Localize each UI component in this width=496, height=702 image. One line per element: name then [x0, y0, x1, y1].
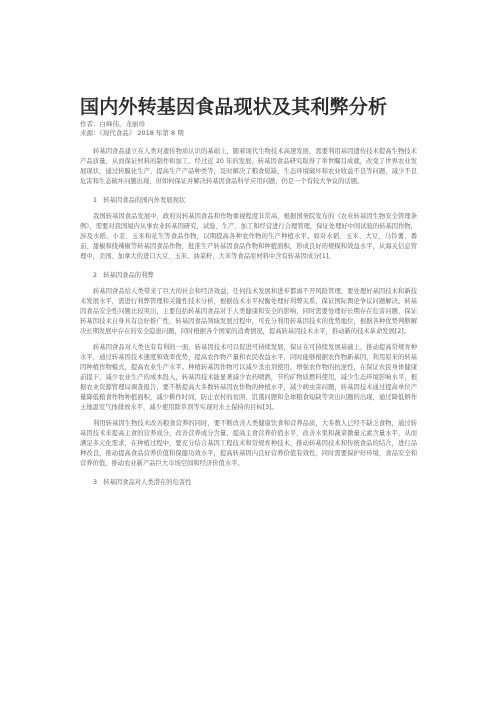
section-1-paragraph-1: 我国转基因食品发展中，政府对转基因食品和作物重视程度非常高，根据国务院发布的《农业转基因生物安全管理条例》，需要对我国境内从事农业转基因研究、试验、生产、加工和经营进行合理管理，保证处理好中间试验的转基因作物，涉及水稻、小麦、玉米和花生等食品作物，以期提高各种农作物的生产种植水平。如对水稻、玉米、大豆、马铃薯、番茄、甜椒和线辣椒等转基因食品作物，批准生产转基因食品作物和种植面积，形成良好的规模和效益水平，从海关信息管理中，美国、加拿大的进口大豆、玉米、油菜籽、大米等食品原材料中含有转基因成分[1]。 [80, 213, 417, 260]
section-heading-2: 2 转基因食品的利弊 [93, 272, 154, 279]
section-heading-3: 3 转基因食品对人类潜在的危害性 [93, 479, 192, 486]
section-2-paragraph-3: 利用转基因生物技术改善粮食营养的同时，要不断改善人类健康饮食和营养品质，大多数人已经不缺乏食物，通过转基因技术来提高主食的营养成分，改善营养成分含量，提高主食营养价值水平，改善水果和蔬菜微量元素含量水平，从而满足多元化需求，在种植过程中，要充分结合基因工程技术和常规育种技术，推动转基因技术和传统食品的结合，进行品种改良，推动提高食品营养价值和保健功效水平，提高转基因内良好营养价值有效性，同时需要保护好环境，食品安全和营养价值，推动农业新产品巨大市场空间和经济价值水平。 [80, 420, 417, 467]
section-heading-1: 1 转基因食品的国内外发展现状 [93, 197, 186, 204]
article-authors: 作者：白峰伟，龙丽珍 [80, 120, 145, 128]
section-2-paragraph-1: 转基因食品给人类带来了巨大的社会和经济效益，任何技术发展和进步都离不开风险管理，要处理好基因技术和新技术发展水平，需进行利弊管理和关键性技术分析，根据技术水平权衡处理好利弊关系，保证国际舆论争议问题解决。转基因食品安全性问题比较突出，主要包括转基因食品对于人类健康和安全的影响，同时需要处理好长期存在危害问题，保证转基因技术自身具有良好推广性，转基因食品领域发展过程中，可充分利用转基因技术的优势地位，根据各种优势判断解决长期发展中存在的安全隐患问题，同时根据各个国家的消费情况，提高转基因技术水平，推动新的技术革命发展[2]。 [80, 288, 417, 335]
article-source: 来源：《现代食品》 2018 年第 8 期 [80, 129, 184, 137]
intro-paragraph: 转基因食品建立在人类对遗传物质认识的基础上，随着现代生物技术高速发展，需要利用基因遗传技术提高生物技术产品质量，从而保证材料的制作和加工。经过近 20 年的发展，转基因食品研究取得了举世瞩目成就，改变了世界农业发展现状，通过转膜化生产，提高生产产品种类等，及时解决了粮食短缺、生态环境破坏和农业收益不良等问题，减少不良危害和生态破坏问题出现，但如何保证并解决转基因食品科学应用问题，仍是一个有较大争议的话题。 [80, 148, 417, 185]
article-title: 国内外转基因食品现状及其利弊分析 [80, 96, 388, 118]
article-body [80, 147, 417, 488]
section-2-paragraph-2: 转基因食品对人类也有有利的一面，转基因技术可以促进可持续发展，保证在可持续发展基础上，推动提高常规育种水平，通过转基因技术速度和效率优势，提高农作物产量和农民收益水平，同时能够根据农作物新基因，利用原来的转基因种植作物模式，提高农业生产水平。种植转基因作物可以减少杀虫剂使用，增强农作物的抗逆性，在保证农民身体健康前提下，减少农业生产的成本投入，转基因技术能显著减少农药喷洒，节约矿物质燃料使用，减少生态环境影响水平，根据农业资源管理局调查报告，要不断提高大多数转基因农作物的种植水平，减少病虫害问题，转基因技术通过提高单位产量降低粮食作物种植面积，减少耕作时间，防止农村的贫困、饥饿问题和全球粮食短缺等突出问题的出现，通过降低耕作土地温室气体排放水平，减少使用除草剂等实现对水土保持的目标[3]。 [80, 344, 417, 411]
